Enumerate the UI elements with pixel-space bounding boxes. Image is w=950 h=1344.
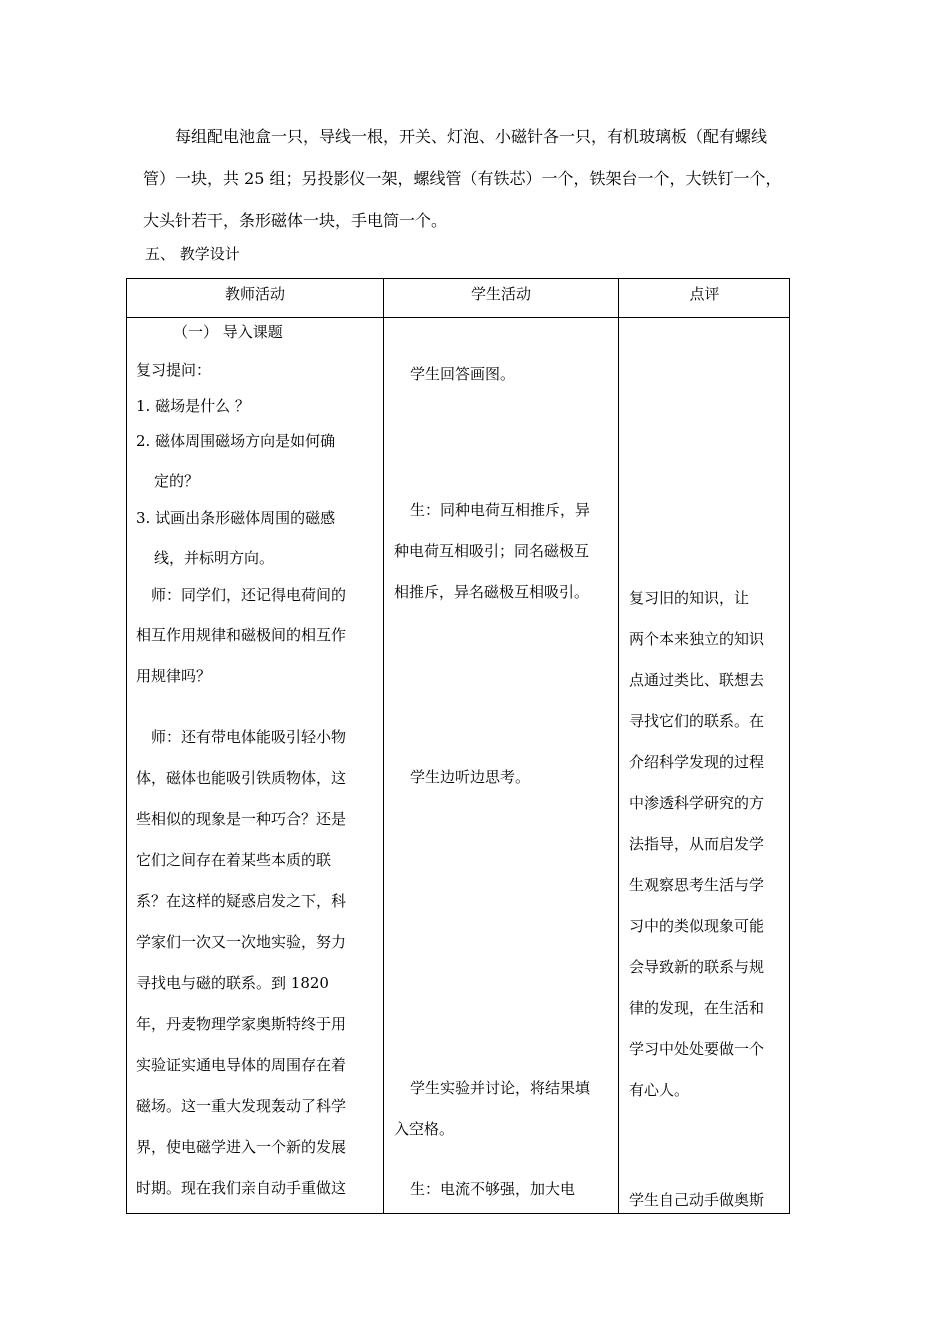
header-comment: 点评 [689, 285, 720, 303]
intro-line: 每组配电池盒一只，导线一根，开关、灯泡、小磁针各一只，有机玻璃板（配有螺线 [175, 127, 768, 146]
teacher-line: 年，丹麦物理学家奥斯特终于用 [136, 1015, 347, 1033]
comment-line: 介绍科学发现的过程 [629, 753, 765, 771]
teacher-line: 界，使电磁学进入一个新的发展 [136, 1138, 347, 1156]
intro-line: 大头针若干，条形磁体一块，手电筒一个。 [143, 211, 448, 230]
intro-line: 管）一块，共 25 组；另投影仪一架，螺线管（有铁芯）一个，铁架台一个，大铁钉一个， [143, 169, 782, 188]
header-divider [127, 317, 789, 318]
teacher-line: （一） 导入课题 [173, 323, 283, 341]
comment-line: 学习中处处要做一个 [629, 1040, 765, 1058]
teacher-line: 实验证实通电导体的周围存在着 [136, 1056, 347, 1074]
comment-line: 律的发现，在生活和 [629, 999, 765, 1017]
student-line: 相推斥，异名磁极互相吸引。 [394, 583, 590, 601]
comment-line: 生观察思考生活与学 [629, 876, 765, 894]
teacher-line: 2. 磁体周围磁场方向是如何确 [136, 432, 336, 450]
comment-line: 点通过类比、联想去 [629, 671, 765, 689]
teacher-line: 复习提问： [136, 361, 212, 379]
comment-line: 学生自己动手做奥斯 [629, 1191, 765, 1209]
column-divider [618, 279, 619, 1213]
teacher-line: 师：同学们，还记得电荷间的 [151, 586, 347, 604]
student-line: 入空格。 [394, 1120, 455, 1138]
header-student-activity: 学生活动 [470, 285, 531, 303]
teacher-line: 些相似的现象是一种巧合？还是 [136, 810, 347, 828]
teacher-line: 师：还有带电体能吸引轻小物 [151, 728, 347, 746]
teacher-line: 1. 磁场是什么 ？ [136, 397, 250, 415]
teacher-line: 用规律吗？ [136, 667, 212, 685]
teacher-line: 3. 试画出条形磁体周围的磁感 [136, 509, 336, 527]
comment-line: 习中的类似现象可能 [629, 917, 765, 935]
comment-line: 寻找它们的联系。在 [629, 712, 765, 730]
column-divider [383, 279, 384, 1213]
teacher-line: 系？在这样的疑惑启发之下，科 [136, 892, 347, 910]
teacher-line: 相互作用规律和磁极间的相互作 [136, 626, 347, 644]
student-line: 生：电流不够强，加大电 [410, 1180, 576, 1198]
teacher-line: 线，并标明方向。 [154, 549, 275, 567]
student-line: 学生实验并讨论，将结果填 [410, 1079, 591, 1097]
comment-line: 中渗透科学研究的方 [629, 794, 765, 812]
student-line: 生：同种电荷互相推斥，异 [410, 501, 591, 519]
header-teacher-activity: 教师活动 [224, 285, 285, 303]
teacher-line: 时期。现在我们亲自动手重做这 [136, 1179, 347, 1197]
comment-line: 两个本来独立的知识 [629, 630, 765, 648]
comment-line: 会导致新的联系与规 [629, 958, 765, 976]
teacher-line: 体，磁体也能吸引铁质物体，这 [136, 769, 347, 787]
teacher-line: 寻找电与磁的联系。到 1820 [136, 974, 329, 992]
teacher-line: 磁场。这一重大发现轰动了科学 [136, 1097, 347, 1115]
student-line: 学生回答画图。 [410, 365, 516, 383]
comment-line: 有心人。 [629, 1081, 690, 1099]
student-line: 种电荷互相吸引；同名磁极互 [394, 542, 590, 560]
section-title: 五、 教学设计 [145, 245, 240, 263]
comment-line: 复习旧的知识，让 [629, 589, 750, 607]
teacher-line: 定的？ [154, 472, 200, 490]
teacher-line: 学家们一次又一次地实验，努力 [136, 933, 347, 951]
comment-line: 法指导，从而启发学 [629, 835, 765, 853]
teacher-line: 它们之间存在着某些本质的联 [136, 851, 332, 869]
teaching-design-table [126, 278, 790, 1214]
student-line: 学生边听边思考。 [410, 768, 531, 786]
intro-paragraph [143, 116, 813, 242]
